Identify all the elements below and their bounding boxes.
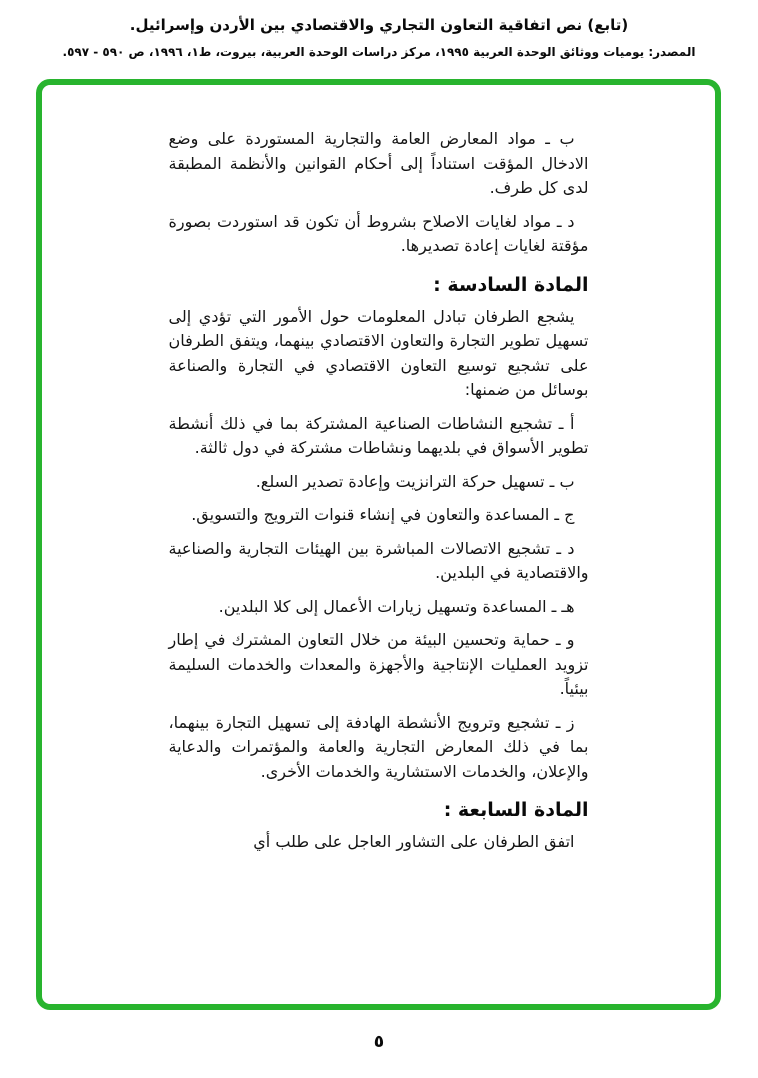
document-title: (تابع) نص اتفاقية التعاون التجاري والاقتصادي بين الأردن وإسرائيل. bbox=[129, 16, 629, 34]
body-paragraph: د ـ تشجيع الاتصالات المباشرة بين الهيئات التجارية والصناعية والاقتصادية في البلدين. bbox=[168, 538, 589, 582]
page-header bbox=[0, 14, 758, 61]
source-citation: المصدر: يوميات ووثائق الوحدة العربية ١٩٩٥، مركز دراسات الوحدة العربية، بيروت، ط١، ١٩٩٦، ص ٥٩٠ - ٥٩٧. bbox=[62, 45, 696, 59]
body-paragraph: ز ـ تشجيع وترويج الأنشطة الهادفة إلى تسهيل التجارة بينهما، بما في ذلك المعارض التجارية والعامة والمؤتمرات والدعاية والإعلان، والخدمات الاستشارية والخدمات الأخرى. bbox=[168, 712, 589, 781]
body-paragraph: يشجع الطرفان تبادل المعلومات حول الأمور التي تؤدي إلى تسهيل تطوير التجارة والتعاون الاقتصادي بينهما، ويتفق الطرفان على تشجيع توسيع التعاون الاقتصادي في التجارة والصناعة بوسائل من ضمنها: bbox=[168, 306, 589, 399]
body-paragraph: و ـ حماية وتحسين البيئة من خلال التعاون المشترك في إطار تزويد العمليات الإنتاجية والأجهزة والمعدات والخدمات السليمة بيئياً. bbox=[168, 630, 589, 698]
text-column bbox=[169, 127, 589, 855]
body-paragraph: ب ـ تسهيل حركة الترانزيت وإعادة تصدير السلع. bbox=[255, 471, 575, 491]
article-heading: المادة السادسة : bbox=[433, 273, 589, 296]
body-paragraph: اتفق الطرفان على التشاور العاجل على طلب أي bbox=[253, 832, 575, 851]
body-paragraph: د ـ مواد لغايات الاصلاح بشروط أن تكون قد استوردت بصورة مؤقتة لغايات إعادة تصديرها. bbox=[168, 211, 589, 255]
body-paragraph: ب ـ مواد المعارض العامة والتجارية المستوردة على وضع الادخال المؤقت استناداً إلى أحكام القوانين والأنظمة المطبقة لدى كل طرف. bbox=[168, 129, 589, 197]
body-paragraph: ج ـ المساعدة والتعاون في إنشاء قنوات الترويج والتسويق. bbox=[191, 505, 575, 524]
content-border-box bbox=[36, 79, 721, 1010]
body-paragraph: أ ـ تشجيع النشاطات الصناعية المشتركة بما في ذلك أنشطة تطوير الأسواق في بلديهما ونشاطات مشتركة في دول ثالثة. bbox=[168, 413, 589, 457]
body-paragraph: هـ ـ المساعدة وتسهيل زيارات الأعمال إلى كلا البلدين. bbox=[218, 596, 575, 616]
article-heading: المادة السابعة : bbox=[443, 799, 589, 821]
page-number: ٥ bbox=[373, 1032, 385, 1052]
